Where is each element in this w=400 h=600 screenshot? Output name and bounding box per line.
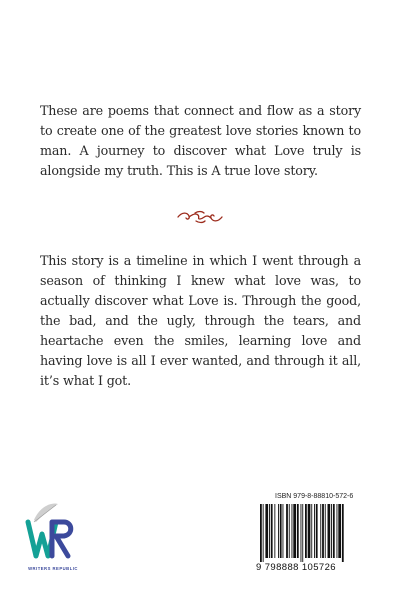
isbn-label: ISBN 979-8-88810-572-6 (275, 493, 354, 500)
flourish-ornament-icon (176, 208, 224, 226)
writers-republic-logo (22, 500, 84, 576)
barcode-number: 9 798888 105726 (256, 562, 336, 573)
barcode (258, 504, 373, 562)
description-paragraph-2: This story is a timeline in which I went through a season of thinking I knew what love was, to actually discover what Love is. Through the good, the bad, and the ugly, through the tears, and heartache even the smiles, learning love and having love is all I ever wanted, and through it all, it’s what I got. (40, 253, 361, 388)
description-paragraph-1: These are poems that connect and flow as a story to create one of the greatest love stories known to man. A journey to discover what Love truly is alongside my truth. This is A true love story. (40, 103, 361, 178)
publisher-name: WRITERS REPUBLIC (28, 566, 78, 571)
